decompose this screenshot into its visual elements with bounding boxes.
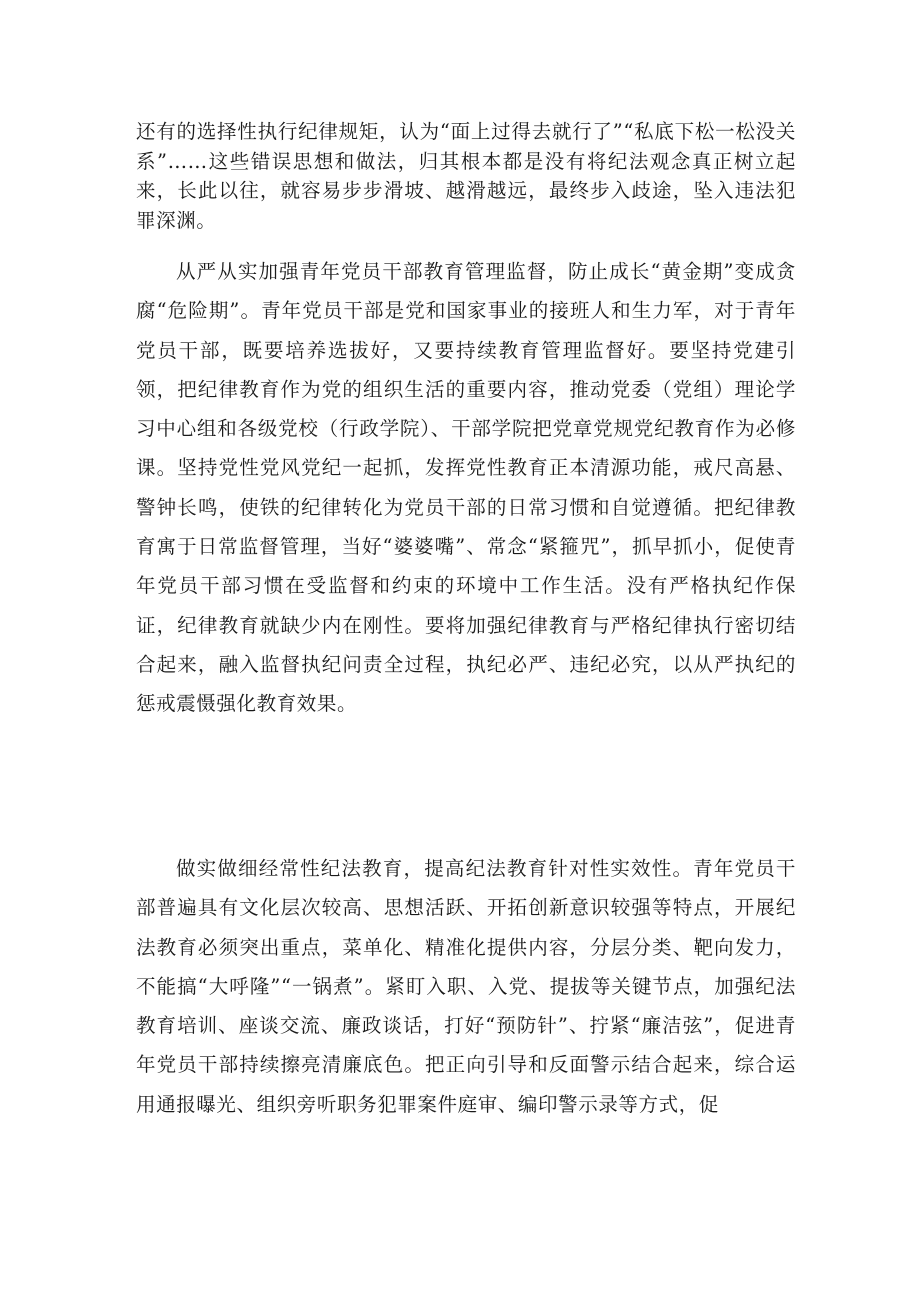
paragraph-education-supervision: 从严从实加强青年党员干部教育管理监督，防止成长“黄金期”变成贪腐“危险期”。青年党员干部是党和国家事业的接班人和生力军，对于青年党员干部，既要培养选拔好，又要持续教育管理监督好。要坚持党建引领，把纪律教育作为党的组织生活的重要内容，推动党委（党组）理论学习中心组和各级党校（行政学院）、干部学院把党章党规党纪教育作为必修课。坚持党性党风党纪一起抓，发挥党性教育正本清源功能，戒尺高悬、警钟长鸣，使铁的纪律转化为党员干部的日常习惯和自觉遵循。把纪律教育寓于日常监督管理，当好“婆婆嘴”、常念“紧箍咒”，抓早抓小，促使青年党员干部习惯在受监督和约束的环境中工作生活。没有严格执纪作保证，纪律教育就缺少内在刚性。要将加强纪律教育与严格纪律执行密切结合起来，融入监督执纪问责全过程，执纪必严、违纪必究，以从严执纪的惩戒震慑强化教育效果。 — [136, 260, 796, 716]
paragraph-discipline-education: 做实做细经常性纪法教育，提高纪法教育针对性实效性。青年党员干部普遍具有文化层次较高、思想活跃、开拓创新意识较强等特点，开展纪法教育必须突出重点，菜单化、精准化提供内容，分层分类、靶向发力，不能搞“大呼隆”“一锅煮”。紧盯入职、入党、提拔等关键节点，加强纪法教育培训、座谈交流、廉政谈话，打好“预防针”、拧紧“廉洁弦”，促进青年党员干部持续擦亮清廉底色。把正向引导和反面警示结合起来，综合运用通报曝光、组织旁听职务犯罪案件庭审、编印警示录等方式，促 — [136, 857, 796, 1116]
paragraph-continuation: 还有的选择性执行纪律规矩，认为“面上过得去就行了”“私底下松一松没关系”……这些错误思想和做法，归其根本都是没有将纪法观念真正树立起来，长此以往，就容易步步滑坡、越滑越远，最终步入歧途，坠入违法犯罪深渊。 — [136, 120, 796, 232]
